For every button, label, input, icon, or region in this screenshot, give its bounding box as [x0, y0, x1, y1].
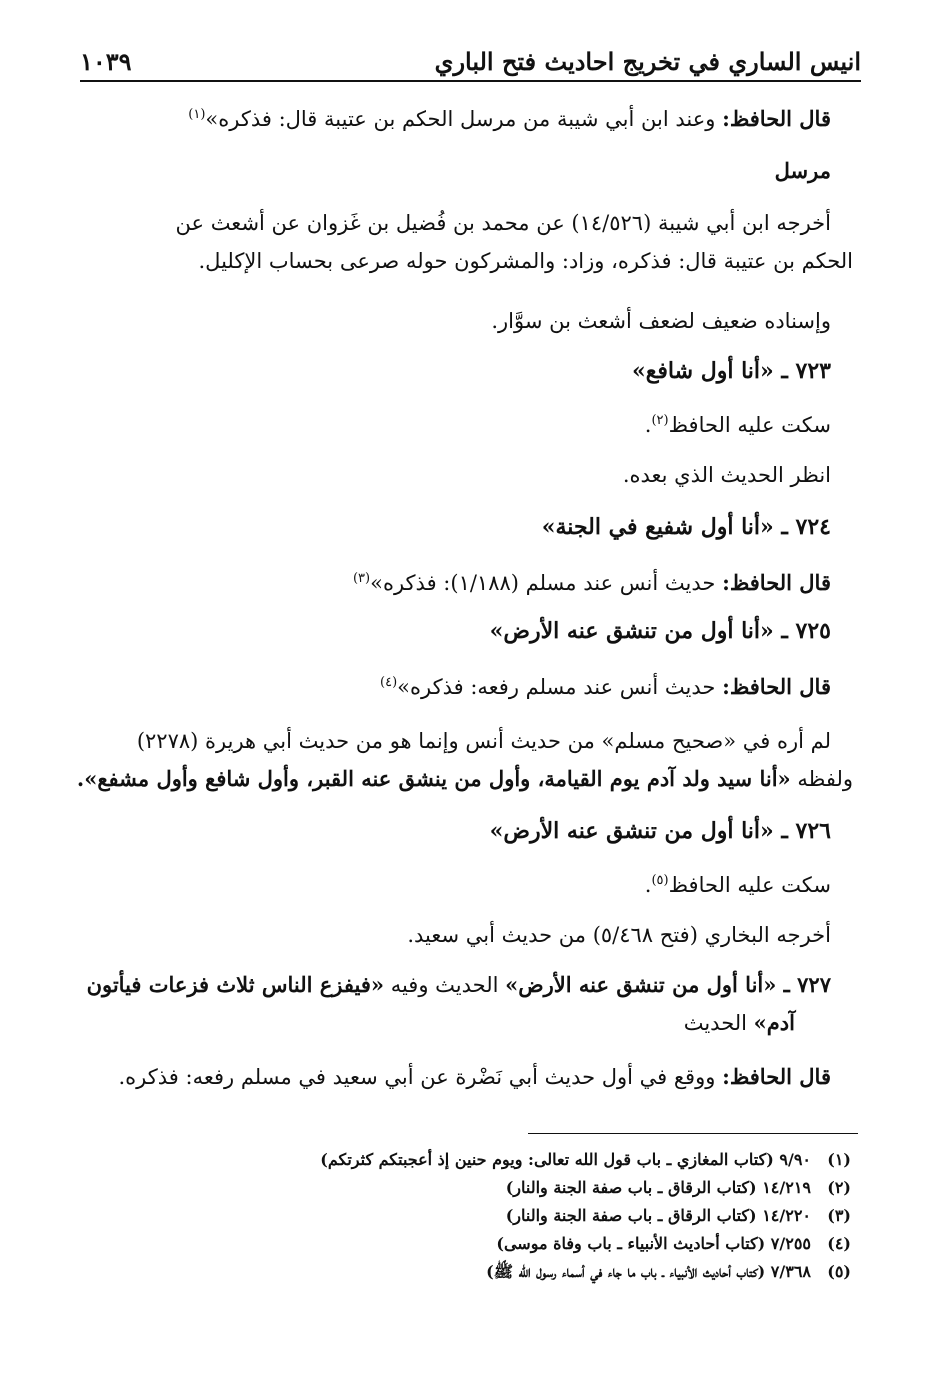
footnote-item	[200, 1202, 851, 1230]
hadith-727-quote: «فيفزع الناس ثلاث فزعات فيأتون	[86, 972, 385, 997]
footnote-ref: (٥)	[651, 873, 669, 888]
hadith-724-title: ٧٢٤ ـ «أنا أول شفيع في الجنة»	[541, 514, 831, 540]
footnote-text: ٧/٢٥٥ (كتاب أحاديث الأنبياء ـ باب وفاة موسى)	[496, 1234, 811, 1253]
takhrij-paragraph	[82, 204, 853, 280]
hadith-727-title: ٧٢٧ ـ «أنا أول من تنشق عنه الأرض»	[505, 972, 831, 997]
footnote-item	[200, 1258, 851, 1286]
hadith-727-connector: الحديث وفيه	[390, 973, 499, 997]
footnotes	[200, 1146, 851, 1286]
footnote-ref: (٣)	[352, 571, 371, 586]
hadith-726-note	[82, 916, 853, 954]
hadith-723-comment	[82, 402, 853, 444]
hafiz-label: قال الحافظ:	[722, 106, 831, 131]
hafiz-label: قال الحافظ:	[722, 674, 831, 699]
hadith-725-discussion	[76, 722, 853, 798]
hafiz-label: قال الحافظ:	[722, 570, 831, 595]
footnote-ref: (١)	[188, 107, 206, 122]
takhrij-line-2: الحكم بن عتيبة قال: فذكره، وزاد: والمشركون حوله صرعى بحساب الإكليل.	[198, 249, 853, 273]
period: .	[644, 413, 652, 437]
footnote-item	[200, 1146, 851, 1174]
comment-text: سكت عليه الحافظ	[668, 413, 831, 437]
footnote-divider	[528, 1133, 858, 1134]
takhrij-line-1: أخرجه ابن أبي شيبة (١٤/٥٢٦) عن محمد بن فُضيل بن غَزوان عن أشعث عن	[175, 211, 831, 235]
footnote-text: ٩/٩٠ (كتاب المغازي ـ باب قول الله تعالى: ويوم حنين إذ أعجبتكم كثرتكم)	[320, 1150, 811, 1169]
hadith-723-title: ٧٢٣ ـ «أنا أول شافع»	[631, 358, 831, 384]
footnote-text: ٧/٣٦٨ (كتاب أحاديث الأنبياء ـ باب ما جاء في أسماء رسول الله ﷺ)	[486, 1262, 811, 1281]
discussion-quote: «أنا سيد ولد آدم يوم القيامة، وأول من ينشق عنه القبر، وأول شافع وأول مشفع».	[76, 766, 791, 791]
hadith-726-comment	[82, 862, 853, 904]
footnote-number: (٢)	[827, 1178, 851, 1197]
mursal-label: مرسل	[774, 158, 831, 183]
footnote-ref: (٤)	[380, 675, 398, 690]
hadith-727-tail: الحديث	[683, 1011, 747, 1035]
discussion-line-1: لم أره في «صحيح مسلم» من حديث أنس وإنما هو من حديث أبي هريرة (٢٢٧٨)	[136, 729, 831, 753]
hafiz-text: حديث أنس عند مسلم رفعه: فذكره»	[397, 675, 716, 699]
hafiz-text: حديث أنس عند مسلم (١/١٨٨): فذكره»	[370, 571, 716, 595]
hadith-727-hafiz	[82, 1058, 853, 1096]
isnad-paragraph	[82, 302, 853, 340]
hafiz-label: قال الحافظ:	[722, 1064, 831, 1089]
footnote-number: (٤)	[827, 1234, 851, 1253]
hadith-725-title: ٧٢٥ ـ «أنا أول من تنشق عنه الأرض»	[489, 618, 831, 644]
footnote-item	[200, 1174, 851, 1202]
footnote-text: ١٤/٢٢٠ (كتاب الرقاق ـ باب صفة الجنة والنار)	[505, 1206, 811, 1225]
mursal-heading	[82, 152, 853, 190]
period: .	[644, 873, 652, 897]
hafiz-text: ووقع في أول حديث أبي نَضْرة عن أبي سعيد في مسلم رفعه: فذكره.	[118, 1065, 716, 1089]
footnote-number: (٣)	[827, 1206, 851, 1225]
hadith-725	[82, 612, 853, 650]
running-header	[80, 36, 861, 82]
hadith-727	[82, 966, 853, 1042]
book-title: انيس الساري في تخريج احاديث فتح الباري	[434, 47, 861, 76]
paragraph-hafiz-1	[82, 96, 853, 138]
hadith-726	[82, 812, 853, 850]
hadith-723-note	[82, 456, 853, 494]
footnote-number: (٥)	[827, 1262, 851, 1281]
hadith-725-hafiz	[82, 664, 853, 706]
hadith-724	[82, 508, 853, 546]
comment-text: سكت عليه الحافظ	[668, 873, 831, 897]
paragraph-text: وعند ابن أبي شيبة من مرسل الحكم بن عتيبة قال: فذكره»	[205, 107, 716, 131]
note-text: انظر الحديث الذي بعده.	[622, 463, 831, 487]
footnote-item	[200, 1230, 851, 1258]
hadith-724-hafiz	[82, 560, 853, 602]
hadith-726-title: ٧٢٦ ـ «أنا أول من تنشق عنه الأرض»	[489, 818, 831, 844]
hadith-723	[82, 352, 853, 390]
footnote-ref: (٢)	[651, 413, 669, 428]
note-text: أخرجه البخاري (فتح ٥/٤٦٨) من حديث أبي سعيد.	[407, 923, 831, 947]
footnote-text: ١٤/٢١٩ (كتاب الرقاق ـ باب صفة الجنة والنار)	[505, 1178, 811, 1197]
hadith-727-quote-end: آدم»	[753, 1010, 795, 1035]
page-number: ١٠٣٩	[80, 47, 132, 76]
isnad-text: وإسناده ضعيف لضعف أشعث بن سوَّار.	[491, 309, 831, 333]
discussion-lafzuhu: ولفظه	[797, 767, 853, 791]
footnote-number: (١)	[827, 1150, 851, 1169]
